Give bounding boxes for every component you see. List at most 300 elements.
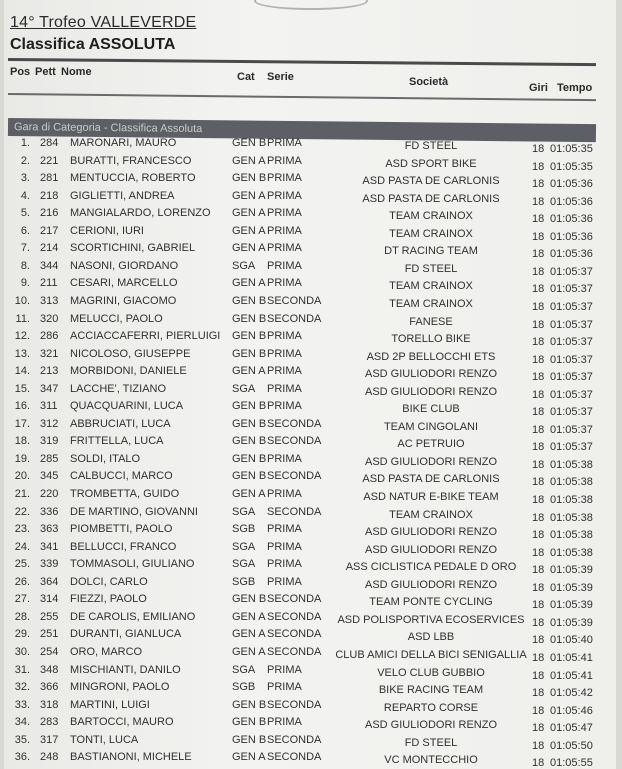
laps-cell: 18 [532,230,545,243]
rider-name-cell: TROMBETTA, GUIDO [70,488,180,500]
table-row [4,418,616,435]
laps-cell: 18 [532,300,545,313]
laps-cell: 18 [532,651,545,664]
position-cell: 15. [14,382,30,395]
team-cell: ASD 2P BELLOCCHI ETS [366,350,496,363]
category-cell: GEN A [232,224,266,237]
table-row [4,734,616,751]
logo-mark [254,0,368,10]
series-cell: PRIMA [267,663,302,676]
team-cell: ASD GIULIODORI RENZO [364,385,498,398]
bib-number-cell: 254 [40,645,59,658]
category-cell: GEN B [232,347,267,360]
time-cell: 01:05:37 [550,336,593,349]
team-cell: BIKE RACING TEAM [378,684,484,697]
series-cell: PRIMA [267,452,302,465]
laps-cell: 18 [532,704,545,717]
rider-name-cell: ABBRUCIATI, LUCA [70,417,171,430]
bib-number-cell: 218 [40,189,59,202]
rider-name-cell: SOLDI, ITALO [70,452,141,465]
position-cell: 25. [14,558,30,571]
series-cell: PRIMA [267,330,302,343]
table-row [4,470,616,487]
position-cell: 16. [14,400,30,413]
category-cell: GEN A [232,645,266,658]
team-cell: TEAM CRAINOX [389,280,473,293]
position-cell: 21. [14,488,30,500]
series-cell: PRIMA [267,681,302,694]
time-cell: 01:05:37 [550,283,593,296]
header-societa: Società [409,76,449,88]
team-cell: FANESE [409,315,453,328]
category-cell: SGB [232,523,256,536]
title-divider [8,58,596,66]
rider-name-cell: ACCIACCAFERRI, PIERLUIGI [70,330,221,343]
rider-name-cell: QUACQUARINI, LUCA [70,400,184,413]
team-cell: BIKE CLUB [402,403,460,416]
laps-cell: 18 [532,634,545,647]
position-cell: 19. [14,452,30,465]
series-cell: PRIMA [267,488,302,500]
table-row [4,611,616,628]
time-cell: 01:05:37 [550,441,593,454]
laps-cell: 18 [532,423,545,436]
category-cell: GEN B [232,593,267,606]
bib-number-cell: 255 [40,610,59,623]
team-cell: FD STEEL [404,736,458,749]
header-pett: Pett [35,66,56,78]
laps-cell: 18 [532,599,545,612]
team-cell: ASD PASTA DE CARLONIS [362,192,500,205]
series-cell: SECONDA [267,505,322,518]
laps-cell: 18 [532,476,545,489]
category-cell: GEN B [232,435,267,448]
laps-cell: 18 [532,178,545,191]
team-cell: ASD SPORT BIKE [385,157,477,170]
team-cell: VELO CLUB GUBBIO [377,666,485,679]
laps-cell: 18 [532,353,545,366]
position-cell: 4. [20,189,30,202]
laps-cell: 18 [532,318,545,331]
laps-cell: 18 [532,581,545,594]
position-cell: 32. [14,681,30,694]
laps-cell: 18 [532,722,545,735]
table-row [4,225,616,242]
bib-number-cell: 220 [40,488,59,500]
series-cell: PRIMA [267,540,302,553]
category-cell: GEN B [232,312,267,325]
team-cell: ASD GIULIODORI RENZO [364,543,498,556]
table-row [4,646,616,663]
team-cell: TORELLO BIKE [391,333,471,346]
table-row [4,593,616,610]
laps-cell: 18 [532,265,545,278]
laps-cell: 18 [532,529,545,542]
position-cell: 33. [14,698,30,711]
bib-number-cell: 281 [40,172,59,185]
category-cell: GEN B [232,417,267,430]
table-row [4,348,616,365]
series-cell: PRIMA [267,716,302,729]
category-cell: GEN B [232,137,267,149]
table-row [4,313,616,330]
category-cell: GEN B [232,698,267,711]
category-cell: GEN B [232,330,267,343]
table-row [4,260,616,277]
bib-number-cell: 313 [40,294,59,307]
position-cell: 34. [14,716,30,729]
team-cell: TEAM CINGOLANI [383,420,479,433]
bib-number-cell: 286 [40,330,59,343]
series-cell: SECONDA [267,312,322,325]
bib-number-cell: 213 [40,365,59,378]
position-cell: 17. [14,417,30,430]
position-cell: 11. [15,312,30,325]
results-sheet [4,0,616,769]
team-cell: TEAM CRAINOX [389,227,473,240]
bib-number-cell: 321 [40,347,59,360]
laps-cell: 18 [532,458,545,471]
laps-cell: 18 [532,546,545,559]
laps-cell: 18 [532,371,545,384]
bib-number-cell: 339 [40,558,59,571]
table-row [4,330,616,347]
time-cell: 01:05:40 [550,634,593,647]
series-cell: PRIMA [267,558,302,571]
series-cell: PRIMA [267,189,302,202]
team-cell: ASD NATUR E-BIKE TEAM [363,491,499,503]
bib-number-cell: 312 [40,417,59,430]
rider-name-cell: NICOLOSO, GIUSEPPE [70,347,191,360]
event-title: 14° Trofeo VALLEVERDE [10,14,197,31]
table-row [4,716,616,733]
position-cell: 31. [14,663,30,676]
rider-name-cell: MENTUCCIA, ROBERTO [70,172,196,185]
position-cell: 3. [20,172,30,185]
category-cell: GEN B [232,172,267,185]
rider-name-cell: BURATTI, FRANCESCO [70,154,192,167]
time-cell: 01:05:39 [550,564,593,577]
position-cell: 2. [20,154,30,167]
bib-number-cell: 345 [40,470,59,483]
position-cell: 7. [20,242,30,255]
series-cell: PRIMA [267,224,302,237]
rider-name-cell: MANGIALARDO, LORENZO [70,207,211,220]
rider-name-cell: DURANTI, GIANLUCA [70,628,182,641]
position-cell: 30. [14,645,30,658]
series-cell: SECONDA [267,610,322,623]
team-cell: TEAM CRAINOX [389,297,473,310]
time-cell: 01:05:37 [550,353,593,366]
time-cell: 01:05:36 [550,195,593,208]
rider-name-cell: NASONI, GIORDANO [70,259,179,272]
category-cell: GEN A [232,189,266,202]
category-cell: GEN B [232,452,267,465]
series-cell: SECONDA [267,645,322,658]
rider-name-cell: MINGRONI, PAOLO [70,681,170,694]
rider-name-cell: CERIONI, IURI [70,224,144,237]
rider-name-cell: BASTIANONI, MICHELE [70,751,192,764]
table-row [4,488,616,505]
category-cell: SGA [232,540,256,553]
position-cell: 5. [20,207,30,220]
laps-cell: 18 [532,687,545,700]
time-cell: 01:05:47 [550,722,593,735]
team-cell: TEAM CRAINOX [389,210,473,223]
time-cell: 01:05:39 [550,599,593,612]
series-cell: PRIMA [267,277,302,290]
team-cell: ASD GIULIODORI RENZO [364,526,498,539]
category-cell: GEN A [232,488,266,500]
position-cell: 8. [20,259,30,272]
rider-name-cell: DE MARTINO, GIOVANNI [70,505,198,518]
laps-cell: 18 [532,494,545,506]
laps-cell: 18 [532,406,545,419]
rider-name-cell: BARTOCCI, MAURO [70,716,174,729]
category-cell: SGB [232,575,256,588]
time-cell: 01:05:37 [550,318,593,331]
time-cell: 01:05:38 [550,476,593,489]
header-nome: Nome [61,66,92,78]
laps-cell: 18 [532,441,545,454]
laps-cell: 18 [532,213,545,226]
table-row [4,190,616,207]
team-cell: FD STEEL [404,262,458,275]
time-cell: 01:05:37 [550,265,593,278]
header-giri: Giri [529,82,548,94]
rider-name-cell: MARONARI, MAURO [70,137,177,149]
rider-name-cell: ORO, MARCO [70,645,143,658]
time-cell: 01:05:36 [550,230,593,243]
team-cell: AC PETRUIO [397,438,465,451]
rider-name-cell: LACCHE', TIZIANO [70,382,167,395]
table-row [4,400,616,417]
rider-name-cell: DE CAROLIS, EMILIANO [70,610,196,623]
rider-name-cell: DOLCI, CARLO [70,575,148,588]
laps-cell: 18 [532,757,545,769]
team-cell: ASD GIULIODORI RENZO [364,719,498,732]
category-cell: GEN A [232,207,266,220]
rider-name-cell: CESARI, MARCELLO [70,277,178,290]
position-cell: 9. [20,277,30,290]
table-row [4,541,616,558]
time-cell: 01:05:55 [550,757,593,769]
rider-name-cell: GIGLIETTI, ANDREA [70,189,175,202]
table-row [4,751,616,768]
bib-number-cell: 248 [40,751,59,764]
bib-number-cell: 366 [40,681,59,694]
team-cell: TEAM PONTE CYCLING [369,596,493,609]
bib-number-cell: 217 [40,224,59,237]
series-cell: SECONDA [267,435,322,448]
bib-number-cell: 317 [40,733,59,746]
table-row [4,137,616,154]
series-cell: PRIMA [267,575,302,588]
category-cell: GEN B [232,294,267,307]
table-row [4,453,616,470]
series-cell: SECONDA [267,628,322,641]
header-cat: Cat [237,71,255,83]
rider-name-cell: FIEZZI, PAOLO [70,593,147,606]
category-cell: GEN A [232,365,266,378]
bib-number-cell: 320 [40,312,59,325]
category-cell: SGB [232,681,256,694]
team-cell: ASD LBB [407,631,455,644]
bib-number-cell: 363 [40,523,59,536]
time-cell: 01:05:50 [550,739,593,752]
team-cell: ASD PASTA DE CARLONIS [362,473,500,486]
bib-number-cell: 211 [40,277,58,290]
time-cell: 01:05:37 [550,423,593,436]
bib-number-cell: 314 [40,593,59,606]
position-cell: 20. [14,470,30,483]
team-cell: ASD GIULIODORI RENZO [364,578,498,591]
time-cell: 01:05:41 [550,669,593,682]
bib-number-cell: 284 [40,137,59,149]
classification-title: Classifica ASSOLUTA [10,36,176,53]
table-row [4,681,616,698]
category-cell: GEN A [232,277,266,290]
series-cell: SECONDA [267,417,322,430]
team-cell: TEAM CRAINOX [389,508,473,521]
rider-name-cell: MORBIDONI, DANIELE [70,365,187,378]
table-row [4,365,616,382]
table-row [4,155,616,172]
time-cell: 01:05:41 [550,651,593,664]
rider-name-cell: SCORTICHINI, GABRIEL [70,242,196,255]
bib-number-cell: 348 [40,663,59,676]
rider-name-cell: MISCHIANTI, DANILO [70,663,181,676]
table-row [4,295,616,312]
laps-cell: 18 [532,739,545,752]
time-cell: 01:05:38 [550,546,593,559]
category-cell: SGA [232,505,256,518]
series-cell: SECONDA [267,470,322,483]
team-cell: FD STEEL [404,140,458,152]
team-cell: REPARTO CORSE [383,701,479,714]
bib-number-cell: 214 [40,242,59,255]
category-cell: SGA [232,558,256,571]
time-cell: 01:05:46 [550,704,593,717]
category-cell: GEN B [232,733,267,746]
bib-number-cell: 221 [40,154,59,167]
table-row [4,558,616,575]
series-cell: PRIMA [267,382,302,395]
bib-number-cell: 319 [40,435,59,448]
category-cell: GEN A [232,242,266,255]
category-cell: GEN A [232,610,266,623]
table-row [4,576,616,593]
time-cell: 01:05:39 [550,616,593,629]
bib-number-cell: 341 [40,540,59,553]
series-cell: SECONDA [267,733,322,746]
laps-cell: 18 [532,511,545,524]
time-cell: 01:05:37 [550,388,593,401]
position-cell: 14. [14,365,30,378]
table-row [4,506,616,523]
category-cell: GEN B [232,470,267,483]
bib-number-cell: 311 [40,400,58,413]
position-cell: 10. [14,294,30,307]
table-row [4,277,616,294]
time-cell: 01:05:37 [550,406,593,419]
time-cell: 01:05:36 [550,248,593,261]
series-cell: SECONDA [267,698,322,711]
laps-cell: 18 [532,669,545,682]
category-bar: Gara di Categoria - Classifica Assoluta [8,118,596,142]
position-cell: 13. [14,347,30,360]
time-cell: 01:05:39 [550,581,593,594]
time-cell: 01:05:35 [550,160,593,173]
series-cell: SECONDA [267,593,322,606]
position-cell: 1. [20,137,30,149]
series-cell: SECONDA [267,751,322,764]
position-cell: 24. [14,540,30,553]
table-row [4,628,616,645]
position-cell: 36. [14,751,30,764]
rider-name-cell: MARTINI, LUIGI [70,698,150,711]
bib-number-cell: 285 [40,452,59,465]
header-tempo: Tempo [557,82,593,94]
series-cell: PRIMA [267,400,302,413]
category-cell: GEN B [232,400,267,413]
category-cell: SGA [232,663,256,676]
bib-number-cell: 318 [40,698,59,711]
series-cell: SECONDA [267,294,322,307]
position-cell: 6. [20,224,30,237]
time-cell: 01:05:38 [550,529,593,542]
rider-name-cell: BELLUCCI, FRANCO [70,540,177,553]
position-cell: 12. [14,330,30,343]
rider-name-cell: FRITTELLA, LUCA [70,435,164,448]
series-cell: PRIMA [267,137,302,149]
laps-cell: 18 [532,283,545,296]
bib-number-cell: 216 [40,207,59,220]
bib-number-cell: 344 [40,259,59,272]
rider-name-cell: MAGRINI, GIACOMO [70,294,177,307]
laps-cell: 18 [532,160,545,173]
header-divider [8,93,596,101]
table-row [4,207,616,224]
team-cell: ASD GIULIODORI RENZO [364,368,498,381]
team-cell: CLUB AMICI DELLA BICI SENIGALLIA [335,648,527,661]
position-cell: 29. [14,628,30,641]
laps-cell: 18 [532,388,545,401]
bib-number-cell: 364 [40,575,59,588]
table-row [4,435,616,452]
series-cell: PRIMA [267,242,302,255]
time-cell: 01:05:42 [550,687,593,700]
table-row [4,242,616,259]
laps-cell: 18 [532,616,545,629]
table-row [4,523,616,540]
series-cell: PRIMA [267,172,302,185]
laps-cell: 18 [532,248,545,261]
category-cell: GEN A [232,154,266,167]
laps-cell: 18 [532,336,545,349]
rider-name-cell: CALBUCCI, MARCO [70,470,173,483]
table-row [4,383,616,400]
header-serie: Serie [267,71,294,83]
time-cell: 01:05:35 [550,143,593,155]
bib-number-cell: 251 [40,628,59,641]
series-cell: PRIMA [267,347,302,360]
time-cell: 01:05:38 [550,511,593,524]
team-cell: ASD PASTA DE CARLONIS [362,175,500,188]
category-cell: SGA [232,259,256,272]
header-pos: Pos [10,66,31,78]
team-cell: ASD POLISPORTIVA ECOSERVICES [337,613,525,626]
